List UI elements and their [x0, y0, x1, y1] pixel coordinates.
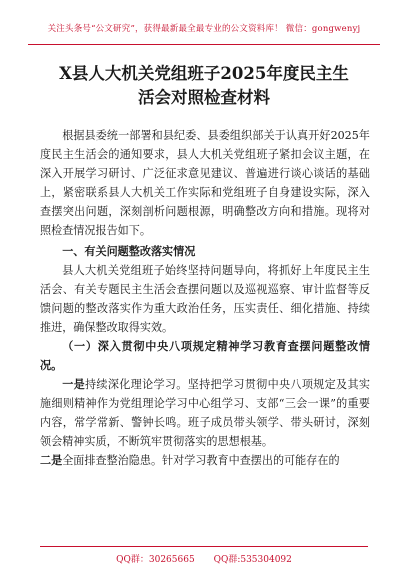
document-body: [40, 126, 370, 470]
point-1-text: 持续深化理论学习。坚持把学习贯彻中央八项规定及其实施细则精神作为党组理论学习中心组学习、支部“三会一课”的重要内容，常学常新、警钟长鸣。班子成员带头领学、带头研讨，深刻领会精神实质，不断筑牢贯彻落实的思想根基。: [40, 378, 370, 448]
section-1-paragraph: 县人大机关党组班子始终坚持问题导向，将抓好上年度民主生活会、有关专题民主生活会查摆问题以及巡视巡察、审计监督等反馈问题的整改落实作为重大政治任务，压实责任、细化措施、持续推进，确保整改取得实效。: [40, 264, 370, 334]
header-divider: [28, 44, 380, 45]
point-2-text: 全面排查整治隐患。针对学习教育中查摆出的可能存在的: [62, 454, 340, 467]
title-line-2: 活会对照检查材料: [138, 88, 270, 107]
subsection-1-heading: （一）深入贯彻中央八项规定精神学习教育查摆问题整改情况。: [40, 340, 370, 372]
footer-banner: [0, 552, 408, 565]
point-1-paragraph: [40, 375, 370, 451]
point-2-paragraph: [40, 451, 370, 470]
point-2-lead: 二是: [40, 454, 63, 467]
document-title: [40, 62, 368, 110]
footer-qq-group-1: QQ群：30265665: [116, 555, 195, 565]
title-line-1: X县人大机关党组班子2025年度民主生: [59, 64, 349, 83]
footer-divider: [40, 546, 368, 547]
intro-paragraph: 根据县委统一部署和县纪委、县委组织部关于认真开好2025年度民主生活会的通知要求，县人大机关党组班子紧扣会议主题，在深入开展学习研讨、广泛征求意见建议、普遍进行谈心谈话的基础上，紧密联系县人大机关工作实际和党组班子自身建设实际，深入查摆突出问题，深刻剖析问题根源，明确整改方向和措施。现将对照检查情况报告如下。: [40, 129, 370, 237]
point-1-lead: 一是: [62, 378, 86, 391]
section-1-heading: 一、有关问题整改落实情况: [62, 245, 196, 258]
footer-qq-group-2: QQ群:535304092: [213, 555, 292, 565]
header-banner: 关注头条号“公文研究”，获得最新最全最专业的公文资料库！ 微信：gongwenyj: [47, 24, 361, 34]
